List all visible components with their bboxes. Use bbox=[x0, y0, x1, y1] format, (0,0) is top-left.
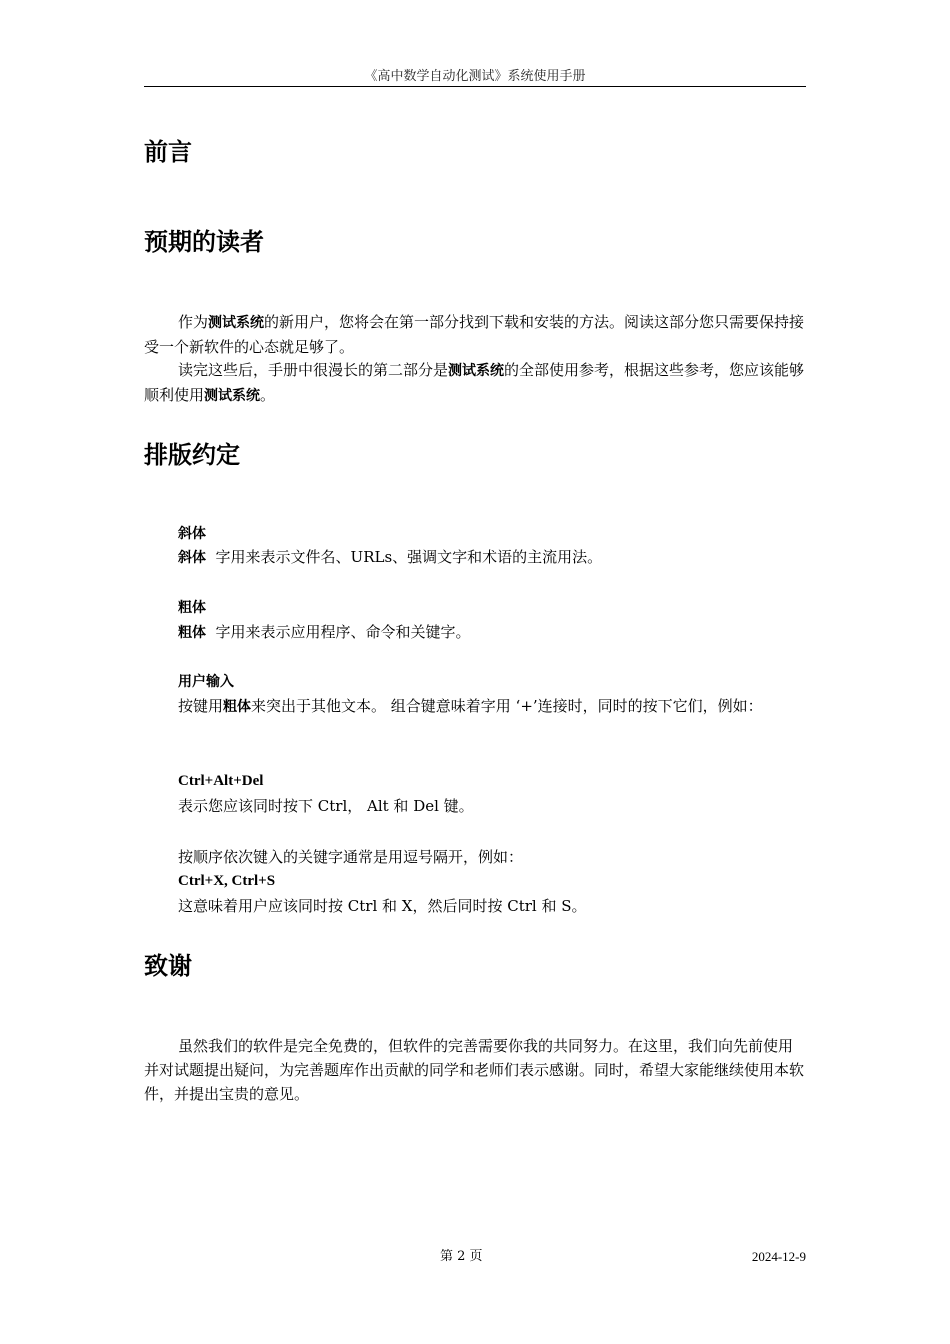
page-number: 第 2 页 bbox=[440, 1249, 483, 1264]
example-1-description: 表示您应该同时按下 Ctrl， Alt 和 Del 键。 bbox=[178, 797, 474, 815]
readers-heading: 预期的读者 bbox=[144, 228, 264, 256]
text: 字用来表示文件名、URLs、强调文字和术语的主流用法。 bbox=[215, 548, 603, 566]
conventions-heading: 排版约定 bbox=[144, 441, 240, 469]
term-italic: 斜体 bbox=[178, 550, 206, 566]
term-test-system: 测试系统 bbox=[208, 315, 265, 331]
bold-subheading: 粗体 bbox=[178, 600, 206, 616]
term-test-system: 测试系统 bbox=[204, 388, 261, 404]
text: 。 bbox=[260, 386, 276, 404]
italic-subheading: 斜体 bbox=[178, 526, 206, 542]
footer-date: 2024-12-9 bbox=[751, 1249, 806, 1264]
preface-heading: 前言 bbox=[144, 138, 192, 166]
italic-description bbox=[178, 547, 602, 568]
readers-paragraph-2 bbox=[144, 358, 806, 408]
readers-paragraph-1 bbox=[144, 310, 806, 359]
term-bold: 粗体 bbox=[223, 699, 252, 715]
header-rule bbox=[144, 86, 806, 87]
input-subheading: 用户输入 bbox=[178, 674, 234, 690]
page-header: 《高中数学自动化测试》系统使用手册 bbox=[364, 69, 586, 84]
text: 的新用户，您将会在第一部分找到下载和安装的方法。阅读这部分您只需要保持接受一个新软件的心态就足够了。 bbox=[144, 313, 805, 356]
text: 的全部使用参考，根据这些参考，您应该能够顺利使用 bbox=[144, 361, 805, 404]
text: 字用来表示应用程序、命令和关键字。 bbox=[215, 623, 471, 641]
text: 来突出于其他文本。 组合键意味着字用 ‘+’连接时，同时的按下它们，例如： bbox=[251, 697, 763, 715]
text: 作为 bbox=[178, 313, 209, 331]
text: 按键用 bbox=[178, 697, 224, 715]
thanks-paragraph bbox=[144, 1034, 806, 1106]
example-key-combo-1: Ctrl+Alt+Del bbox=[178, 773, 264, 789]
term-bold: 粗体 bbox=[178, 625, 206, 641]
bold-description bbox=[178, 622, 471, 643]
text: 虽然我们的软件是完全免费的，但软件的完善需要你我的共同努力。在这里，我们向先前使用并对试题提出疑问，为完善题库作出贡献的同学和老师们表示感谢。同时，希望大家能继续使用本软件，并提出宝贵的意见。 bbox=[144, 1037, 805, 1103]
sequence-intro: 按顺序依次键入的关键字通常是用逗号隔开，例如： bbox=[178, 848, 524, 866]
term-test-system: 测试系统 bbox=[448, 363, 505, 379]
thanks-heading: 致谢 bbox=[144, 952, 192, 980]
input-paragraph bbox=[144, 694, 806, 719]
example-2-description: 这意味着用户应该同时按 Ctrl 和 X，然后同时按 Ctrl 和 S。 bbox=[178, 897, 587, 915]
example-key-combo-2: Ctrl+X, Ctrl+S bbox=[178, 873, 276, 889]
text: 读完这些后，手册中很漫长的第二部分是 bbox=[178, 361, 449, 379]
